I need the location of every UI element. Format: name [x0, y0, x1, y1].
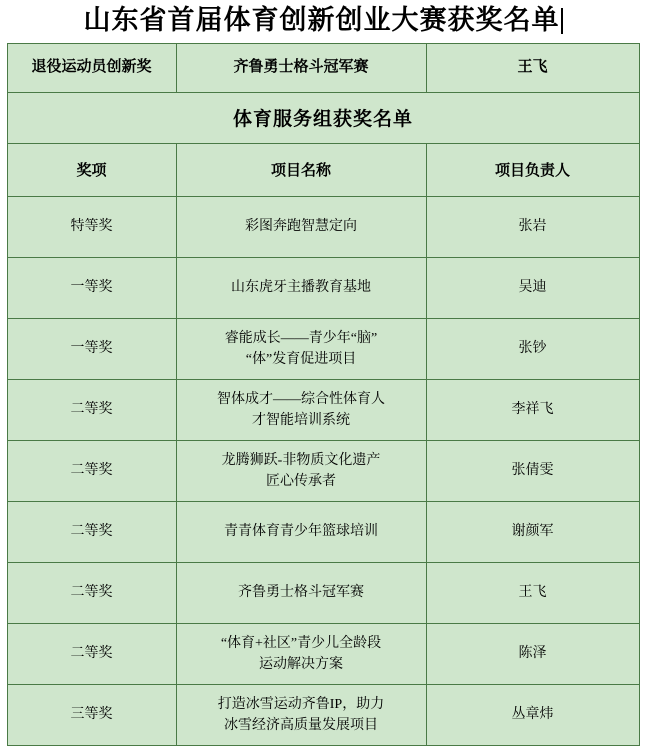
- retired-award-cell: 退役运动员创新奖: [7, 43, 176, 92]
- project-line-2: “体”发育促进项目: [245, 351, 357, 367]
- leader-cell: 李祥飞: [426, 379, 639, 440]
- header-award: 奖项: [7, 143, 176, 196]
- table-row: [7, 562, 639, 623]
- award-cell: 二等奖: [7, 440, 176, 501]
- project-cell: [176, 562, 426, 623]
- award-cell: 二等奖: [7, 562, 176, 623]
- project-line-2: 运动解决方案: [259, 656, 343, 672]
- project-line-1: 彩图奔跑智慧定向: [245, 219, 357, 235]
- project-line-2: 匠心传承者: [266, 473, 336, 489]
- project-line-1: 智体成才——综合性体育人: [217, 391, 385, 407]
- table-row: [7, 196, 639, 257]
- award-cell: 三等奖: [7, 684, 176, 745]
- project-cell: [176, 501, 426, 562]
- leader-cell: 张钞: [426, 318, 639, 379]
- project-line-1: 齐鲁勇士格斗冠军赛: [238, 585, 364, 601]
- leader-cell: 王飞: [426, 562, 639, 623]
- project-cell: [176, 684, 426, 745]
- award-cell: 一等奖: [7, 318, 176, 379]
- header-project: 项目名称: [176, 143, 426, 196]
- project-cell: [176, 440, 426, 501]
- project-line-1: 打造冰雪运动齐鲁IP，助力: [217, 696, 385, 712]
- project-cell: [176, 318, 426, 379]
- leader-cell: 丛章炜: [426, 684, 639, 745]
- project-cell: [176, 379, 426, 440]
- table-row: [7, 440, 639, 501]
- project-line-1: 山东虎牙主播教育基地: [231, 280, 371, 296]
- project-cell: [176, 196, 426, 257]
- table-row-section-heading: [7, 92, 639, 143]
- project-line-1: 睿能成长——青少年“脑”: [224, 330, 378, 346]
- retired-project-cell: 齐鲁勇士格斗冠军赛: [176, 43, 426, 92]
- table-row: [7, 257, 639, 318]
- award-cell: 二等奖: [7, 623, 176, 684]
- award-cell: 特等奖: [7, 196, 176, 257]
- page-title-text: 山东省首届体育创新创业大赛获奖名单: [83, 5, 560, 35]
- project-cell: [176, 623, 426, 684]
- project-line-1: 龙腾狮跃-非物质文化遗产: [221, 452, 381, 468]
- table-row-retired: [7, 43, 639, 92]
- leader-cell: 陈泽: [426, 623, 639, 684]
- leader-cell: 张岩: [426, 196, 639, 257]
- award-cell: 二等奖: [7, 501, 176, 562]
- text-cursor: [561, 8, 563, 34]
- page-title: [0, 0, 646, 43]
- leader-cell: 吴迪: [426, 257, 639, 318]
- section-heading-cell: 体育服务组获奖名单: [7, 92, 639, 143]
- table-row: [7, 623, 639, 684]
- project-line-1: 青青体育青少年篮球培训: [224, 524, 378, 540]
- award-table: [7, 43, 640, 746]
- project-cell: [176, 257, 426, 318]
- table-row-header: [7, 143, 639, 196]
- retired-leader-cell: 王飞: [426, 43, 639, 92]
- leader-cell: 张倩雯: [426, 440, 639, 501]
- project-line-2: 才智能培训系统: [252, 412, 350, 428]
- project-line-1: “体育+社区”青少儿全龄段: [220, 635, 382, 651]
- table-row: [7, 501, 639, 562]
- leader-cell: 谢颜军: [426, 501, 639, 562]
- project-line-2: 冰雪经济高质量发展项目: [224, 717, 378, 733]
- table-row: [7, 684, 639, 745]
- table-row: [7, 379, 639, 440]
- award-cell: 二等奖: [7, 379, 176, 440]
- table-row: [7, 318, 639, 379]
- header-leader: 项目负责人: [426, 143, 639, 196]
- award-cell: 一等奖: [7, 257, 176, 318]
